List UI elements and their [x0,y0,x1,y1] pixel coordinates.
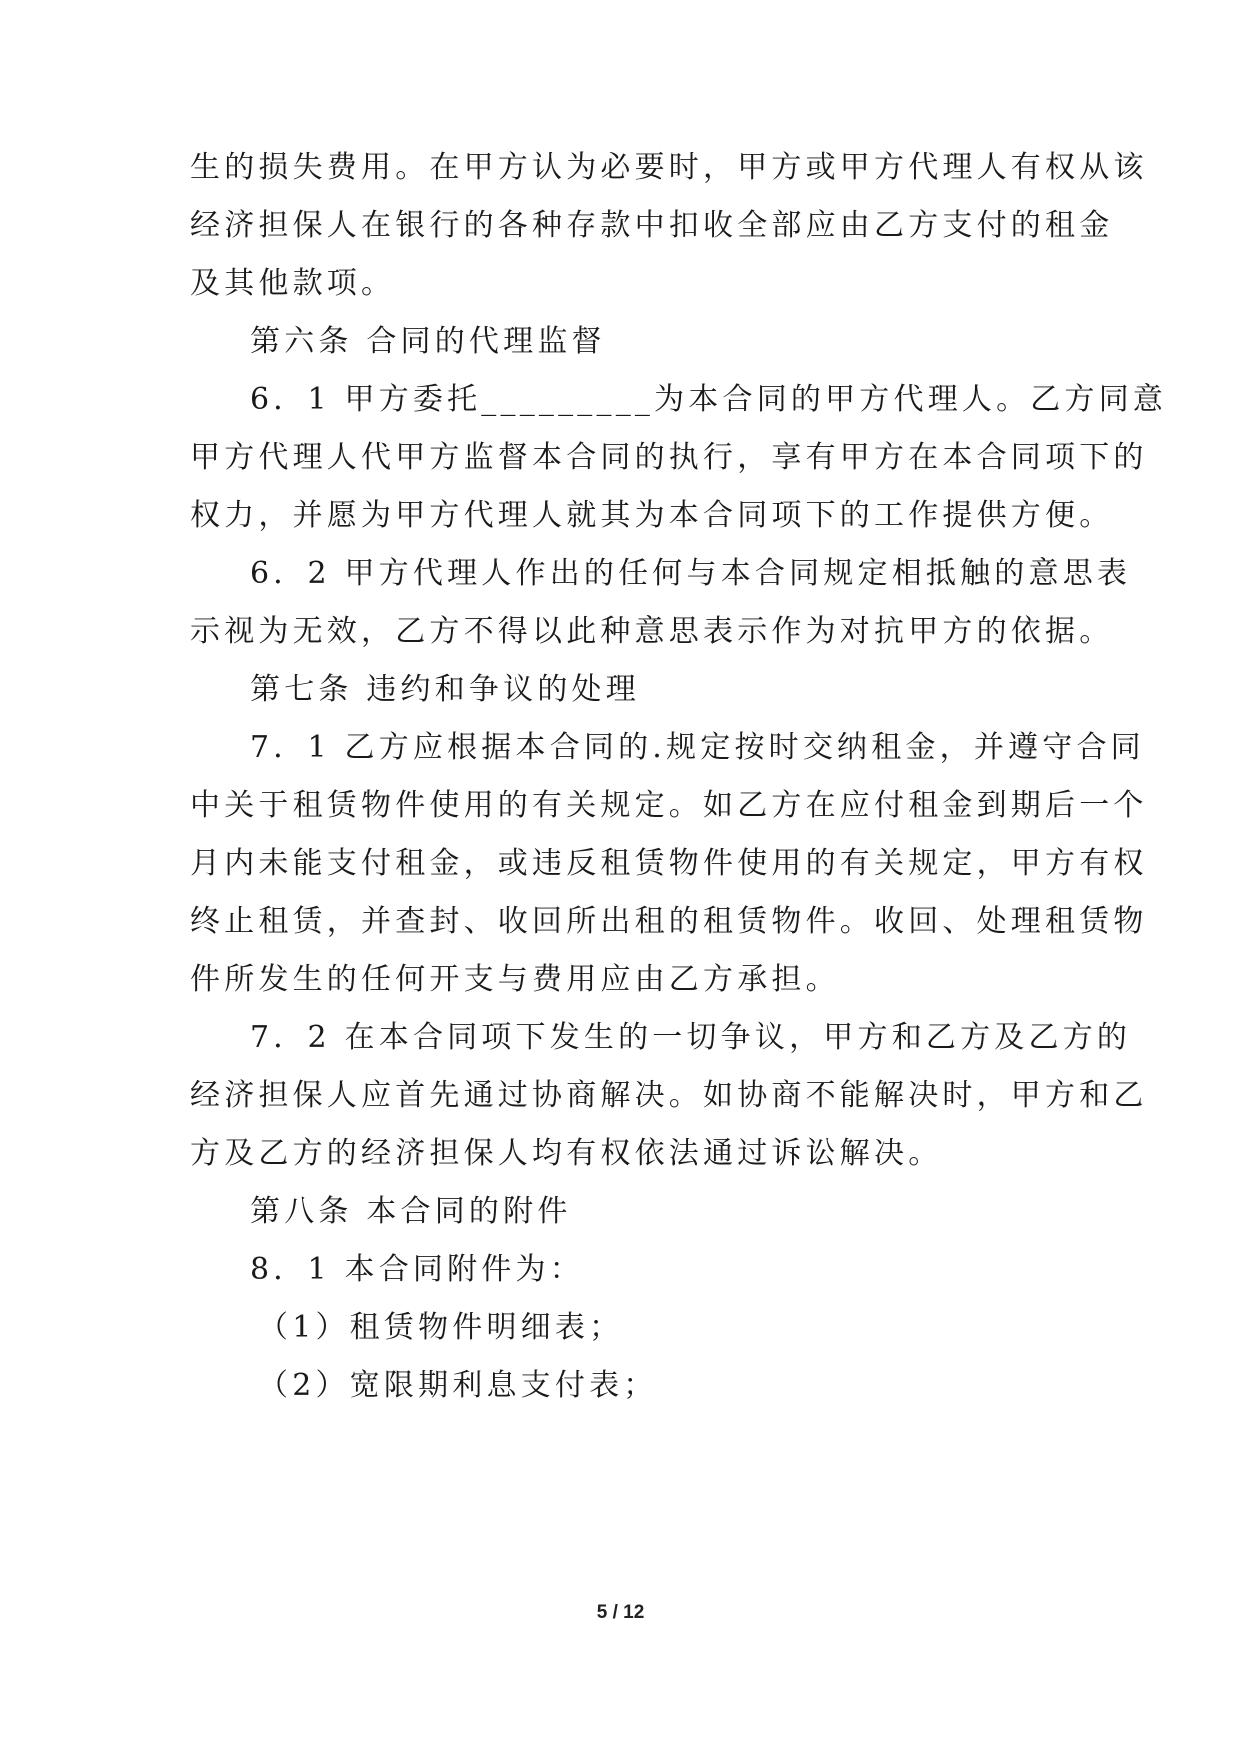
text-line: 方及乙方的经济担保人均有权依法通过诉讼解决。 [190,1136,943,1171]
text-line: 经济担保人应首先通过协商解决。如协商不能解决时，甲方和乙 [190,1078,1148,1113]
text-line: 权力，并愿为甲方代理人就其为本合同项下的工作提供方便。 [190,498,1114,533]
section-heading: 第六条 合同的代理监督 [250,324,606,359]
text-line: 终止租赁，并查封、收回所出租的租赁物件。收回、处理租赁物 [190,904,1148,939]
clause-text: 6．1 甲方委托_________为本合同的甲方代理人。乙方同意 [250,382,1168,417]
text-line: 示视为无效，乙方不得以此种意思表示作为对抗甲方的依据。 [190,614,1114,649]
text-line: 中关于租赁物件使用的有关规定。如乙方在应付租金到期后一个 [190,788,1148,823]
clause-text: 8．1 本合同附件为： [250,1252,584,1287]
clause-text: 7．1 乙方应根据本合同的.规定按时交纳租金，并遵守合同 [250,730,1145,765]
text-line: 甲方代理人代甲方监督本合同的执行，享有甲方在本合同项下的 [190,440,1148,475]
clause-text: 6．2 甲方代理人作出的任何与本合同规定相抵触的意思表 [250,556,1132,591]
text-line: 及其他款项。 [190,266,396,301]
text-line: 经济担保人在银行的各种存款中扣收全部应由乙方支付的租金 [190,208,1114,243]
page-number: 5 / 12 [596,1602,645,1623]
text-line: 件所发生的任何开支与费用应由乙方承担。 [190,962,840,997]
list-item: （2）宽限期利息支付表； [258,1368,658,1403]
section-heading: 第八条 本合同的附件 [250,1194,572,1229]
section-heading: 第七条 违约和争议的处理 [250,672,640,707]
text-line: 月内未能支付租金，或违反租赁物件使用的有关规定，甲方有权 [190,846,1148,881]
text-line: 生的损失费用。在甲方认为必要时，甲方或甲方代理人有权从该 [190,150,1148,185]
clause-text: 7．2 在本合同项下发生的一切争议，甲方和乙方及乙方的 [250,1020,1132,1055]
list-item: （1）租赁物件明细表； [258,1310,624,1345]
